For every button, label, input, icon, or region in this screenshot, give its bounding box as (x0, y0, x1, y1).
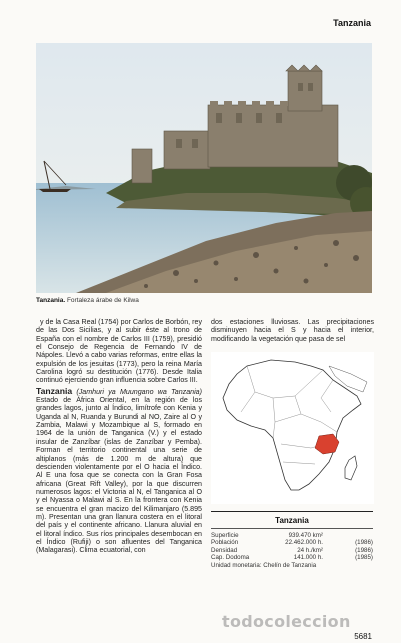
entry-body: Estado de África Oriental, en la región de los grandes lagos, junto al Índico, limítrofe con Kenia y Uganda al N, Ruanda y Burundi al NO, Zaire al O y Zambia, Malawi y Mozambique al S, formado en 1964 de la unión de Tanganica (V.) y el estado insular de Zanzíbar (islas de Zanzíbar y Pemba). Forman el territorio continental una serie de altiplanos (más de 1.200 m de altura) que descienden violentamente por el O hacia el Índico. Al E una fosa que se conecta con la Gran Fosa africana (Great Rift Valley), por la que discurren numerosos lagos: el Victoria al N, el Tanganica al O y el Nyassa o Malawi al S. En la frontera con Kenia se encuentra el gran macizo del Kilimanjaro (5.895 m). Presentan una gran llanura costera en el litoral del país y el continente africano. Llanura aluvial en el litoral índico. Sus ríos principales desembocan en el Índico (Rufiji) o son afluentes del Tanganica (Malagarasi). Clima ecuatorial, con (36, 396, 202, 555)
data-row (211, 554, 373, 561)
data-row (211, 539, 373, 546)
text-column-left (36, 318, 202, 555)
caption-text: Fortaleza árabe de Kilwa (65, 297, 139, 304)
data-row (211, 547, 373, 554)
country-data-box (211, 511, 373, 569)
entry-local-name: (Jamhuri ya Muungano wa Tanzania) (72, 387, 202, 396)
databox-divider (211, 528, 373, 529)
row-label: Población (211, 539, 239, 547)
row-value: 22.462.000 h. (285, 539, 323, 547)
previous-entry-text: y de la Casa Real (1754) por Carlos de Borbón, rey de las Dos Sicilias, y al subir éste al trono de España con el nombre de Carlos III (1759), presidió el Consejo de Regencia de Fernando IV de Nápoles. Llevó a cabo varias reformas, entre ellas la expulsión de los jesuitas (1773), pero la reina María Carolina logró su destitución (1776). Desde Italia continuó ejerciendo gran influencia sobre Carlos III. (36, 318, 202, 385)
entry-heading: Tanzania (36, 385, 73, 396)
row-year: (1985) (355, 554, 373, 562)
text-column-right: dos estaciones lluviosas. Las precipitaciones disminuyen hacia el S y hacia el interior, modificando la vegetación que pasa de sel (211, 318, 374, 343)
photo-caption (36, 297, 139, 304)
page-number: 5681 (354, 632, 372, 641)
caption-title: Tanzania. (36, 297, 66, 304)
row-year (323, 532, 373, 539)
row-label: Cap. Dodoma (211, 554, 250, 562)
row-value: 24 h./km² (297, 546, 323, 554)
africa-locator-map (211, 352, 374, 504)
row-year: (1986) (355, 546, 373, 554)
row-label: Superficie (211, 532, 239, 539)
entry-tanzania (36, 387, 202, 555)
currency-note: Unidad monetaria: Chelín de Tanzania (211, 561, 317, 569)
databox-title: Tanzania (275, 516, 309, 525)
watermark-logo: todocoleccion (222, 612, 351, 631)
page-header-title: Tanzania (333, 18, 371, 28)
tanzania-highlight (315, 434, 339, 454)
data-row (211, 532, 373, 539)
row-label: Densidad (211, 546, 238, 554)
fortress-photo (36, 43, 372, 293)
row-year: (1986) (355, 539, 373, 547)
row-value: 939.470 km² (288, 532, 323, 539)
row-value: 141.000 h. (293, 554, 323, 562)
